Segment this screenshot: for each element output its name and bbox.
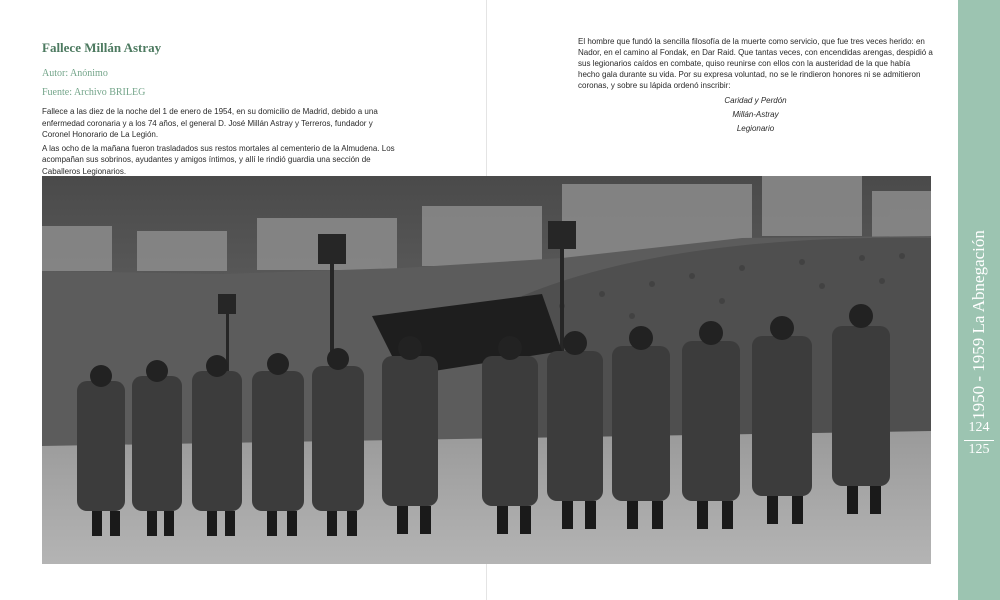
funeral-procession-photo [42, 176, 931, 564]
article-author: Autor: Anónimo [42, 68, 108, 79]
article-paragraph: A las ocho de la mañana fueron trasladados sus restos mortales al cementerio de la Almudena. Los acompañan sus sobrinos, ayudantes y amigos íntimos, y allí le rindió guardia una sección de Caballeros Legionarios. [42, 143, 395, 176]
article-title: Fallece Millán Astray [42, 40, 162, 55]
section-sidebar [958, 0, 1000, 600]
inscription-line: Caridad y Perdón [724, 96, 787, 105]
inscription-line: Legionario [736, 124, 775, 133]
page-number-divider [964, 440, 994, 441]
article-paragraph: Fallece a las diez de la noche del 1 de enero de 1954, en su domicilio de Madrid, debido a una enfermedad coronaria y a los 74 años, el general D. José Millán Astray y Terreros, fundador y Coronel Honorario de La Legión. [42, 107, 378, 139]
page-number-left: 124 [968, 420, 990, 435]
inscription-line: Millán-Astray [732, 110, 779, 119]
page-number-right: 125 [968, 442, 990, 457]
article-right-paragraph: El hombre que fundó la sencilla filosofía de la muerte como servicio, que fue tres veces herido: en Nador, en el camino al Fondak, en Dar Raid. Que tantas veces, con encendidas arengas, despidió a sus legionarios caídos en combate, quiso reunirse con ellos con la austeridad de la que había hecho gala durante su vida. Por su expresa voluntad, no se le rindieron honores ni se admitieron coronas, y sobre su lápida ordenó inscribir: [578, 37, 933, 90]
section-label-text: 1950 - 1959 La Abnegación [969, 230, 988, 420]
article-source: Fuente: Archivo BRILEG [42, 87, 146, 98]
section-label [958, 230, 1000, 420]
article-left-column [42, 40, 402, 179]
article-right-column [578, 36, 933, 136]
